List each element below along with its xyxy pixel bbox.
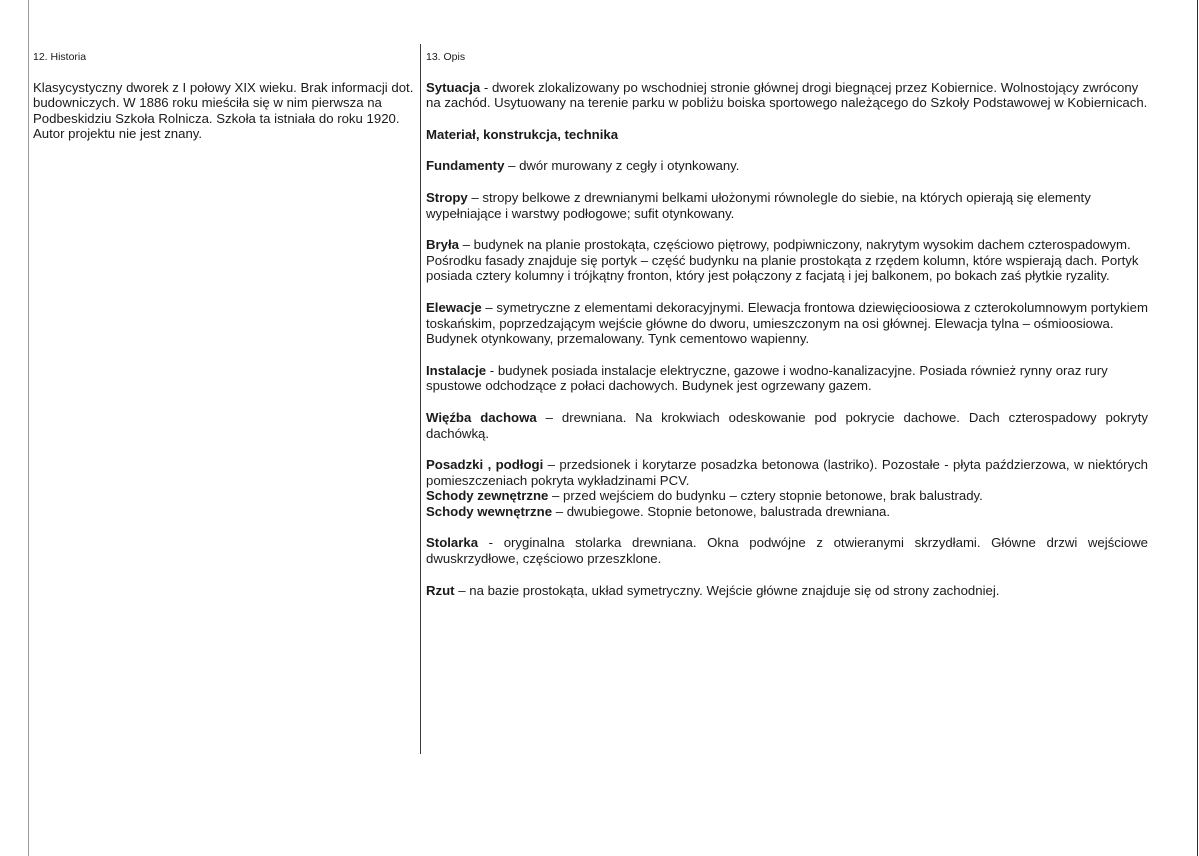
paragraph-wiezba bbox=[426, 410, 1148, 441]
paragraph-title: Schody wewnętrzne bbox=[426, 503, 553, 519]
paragraph-stolarka bbox=[426, 535, 1148, 566]
section-subheading: Materiał, konstrukcja, technika bbox=[426, 126, 619, 142]
paragraph-bryla bbox=[426, 237, 1148, 284]
paragraph-text: – drewniana. Na krokwiach odeskowanie pod pokrycie dachowe. Dach czterospadowy pokryty dachówką. bbox=[426, 409, 1148, 441]
paragraph-text: - oryginalna stolarka drewniana. Okna podwójne z otwieranymi skrzydłami. Główne drzwi wejściowe dwuskrzydłowe, częściowo przeszklone. bbox=[426, 535, 1148, 567]
paragraph-title: Stolarka bbox=[426, 535, 479, 551]
description-heading: 13. Opis bbox=[426, 51, 466, 63]
paragraph-title: Więźba dachowa bbox=[426, 409, 537, 425]
paragraph-text: – na bazie prostokąta, układ symetryczny. Wejście główne znajduje się od strony zachodniej. bbox=[454, 582, 1000, 598]
paragraph-posadzki bbox=[426, 457, 1148, 488]
paragraph-schody-zewnetrzne bbox=[426, 488, 1148, 504]
paragraph-title: Bryła bbox=[426, 237, 459, 253]
paragraph-elewacje bbox=[426, 300, 1148, 347]
paragraph-text: - dworek zlokalizowany po wschodniej stronie głównej drogi biegnącej przez Kobiernice. Wolnostojący zwrócony na zachód. Usytuowany na terenie parku w pobliżu boiska sportowego należącego do Szkoły Podstawowej w Kobiernicach. bbox=[426, 79, 1148, 111]
paragraph-text: – dwór murowany z cegły i otynkowany. bbox=[504, 158, 740, 174]
paragraph-text: - budynek posiada instalacje elektryczne, gazowe i wodno-kanalizacyjne. Posiada również rynny oraz rury spustowe odchodzące z połaci dachowych. Budynek jest ogrzewany gazem. bbox=[426, 362, 1108, 394]
paragraph-stropy bbox=[426, 190, 1148, 221]
paragraph-text: – stropy belkowe z drewnianymi belkami ułożonymi równolegle do siebie, na których opierają się elementy wypełniające i warstwy podłogowe; sufit otynkowany. bbox=[426, 189, 1091, 221]
paragraph-fundamenty bbox=[426, 158, 1148, 174]
history-heading: 12. Historia bbox=[33, 51, 87, 63]
column-divider bbox=[420, 44, 421, 754]
paragraph-title: Stropy bbox=[426, 189, 468, 205]
paragraph-material bbox=[426, 127, 1148, 143]
history-column bbox=[33, 50, 418, 142]
paragraph-title: Rzut bbox=[426, 582, 455, 598]
paragraph-title: Instalacje bbox=[426, 362, 487, 378]
paragraph-title: Posadzki , podłogi bbox=[426, 457, 544, 473]
paragraph-sytuacja bbox=[426, 80, 1148, 111]
paragraph-title: Fundamenty bbox=[426, 158, 505, 174]
paragraph-text: – przed wejściem do budynku – cztery stopnie betonowe, brak balustrady. bbox=[548, 488, 983, 504]
paragraph-title: Schody zewnętrzne bbox=[426, 488, 549, 504]
paragraph-text: – dwubiegowe. Stopnie betonowe, balustrada drewniana. bbox=[552, 503, 891, 519]
paragraph-instalacje bbox=[426, 363, 1148, 394]
paragraph-text: – przedsionek i korytarze posadzka betonowa (lastriko). Pozostałe - płyta paździerzowa, w niektórych pomieszczeniach pokryta wykładzinami PCV. bbox=[426, 457, 1149, 488]
description-column bbox=[426, 50, 1148, 598]
paragraph-rzut bbox=[426, 583, 1148, 599]
paragraph-text: – symetryczne z elementami dekoracyjnymi. Elewacja frontowa dziewięcioosiowa z czterokolumnowym portykiem toskańskim, poprzedzającym wejście główne do dworu, umieszczonym na osi głównej. Elewacja tylna – ośmioosiowa. Budynek otynkowany, przemalowany. Tynk cementowo wapienny. bbox=[426, 299, 1148, 347]
paragraph-title: Sytuacja bbox=[426, 79, 481, 95]
paragraph-title: Elewacje bbox=[426, 299, 482, 315]
paragraph-text: – budynek na planie prostokąta, częściowo piętrowy, podpiwniczony, nakrytym wysokim dachem czterospadowym. Pośrodku fasady znajduje się portyk – część budynku na planie prostokąta z rzędem kolumn, które wspierają dach. Portyk posiada cztery kolumny i trójkątny fronton, który jest połączony z facjatą i jej balkonem, po bokach zaś płytkie ryzality. bbox=[426, 237, 1139, 284]
history-text: Klasycystyczny dworek z I połowy XIX wieku. Brak informacji dot. budowniczych. W 1886 roku mieściła się w nim pierwsza na Podbeskidziu Szkoła Rolnicza. Szkoła ta istniała do roku 1920. Autor projektu nie jest znany. bbox=[33, 79, 414, 142]
paragraph-schody-wewnetrzne bbox=[426, 504, 1148, 520]
